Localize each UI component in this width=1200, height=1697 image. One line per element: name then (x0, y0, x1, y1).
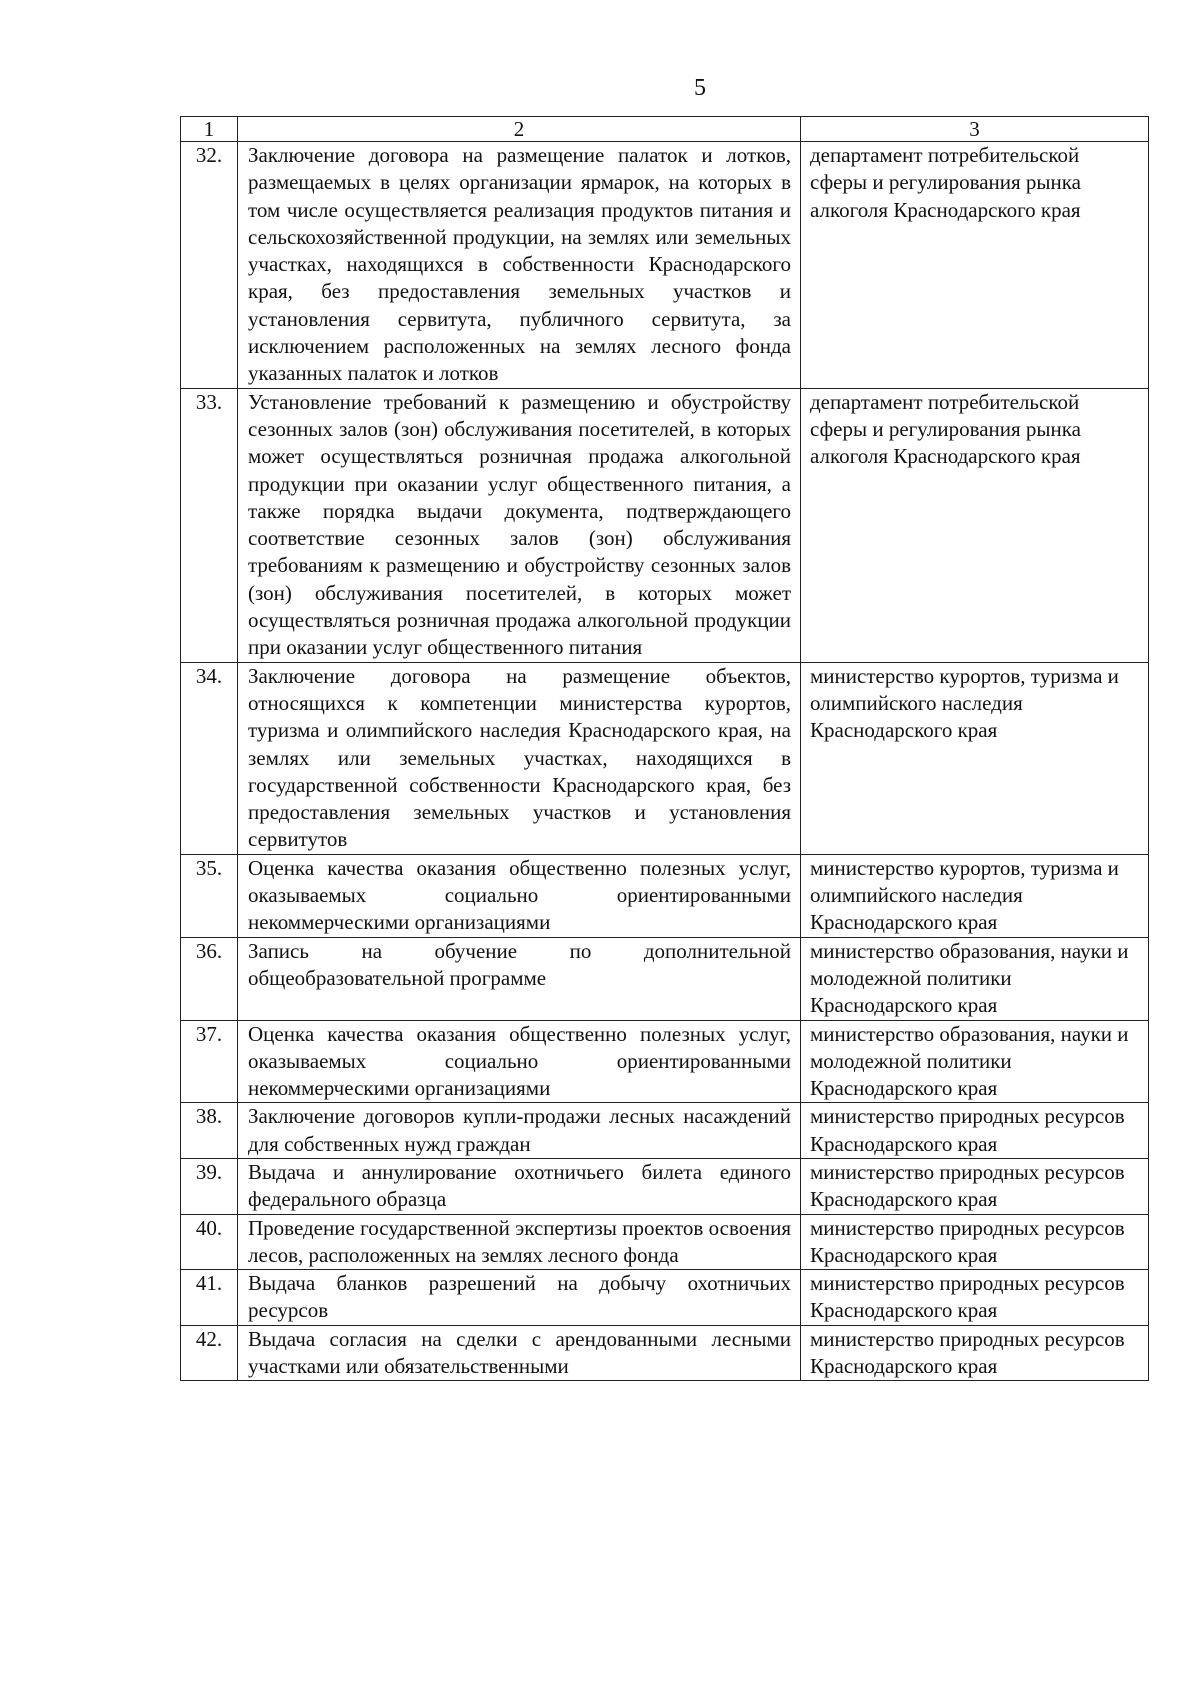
row-number: 42. (181, 1325, 238, 1381)
responsible-authority: министерство курортов, туризма и олимпийского наследия Краснодарского края (801, 662, 1149, 854)
table-row (181, 937, 1149, 1020)
responsible-authority: министерство природных ресурсов Краснодарского края (801, 1158, 1149, 1214)
table-row (181, 1158, 1149, 1214)
service-description: Запись на обучение по дополнительной общеобразовательной программе (238, 937, 801, 1020)
service-description: Заключение договора на размещение объектов, относящихся к компетенции министерства курортов, туризма и олимпийского наследия Краснодарского края, на землях или земельных участках, находящихся в государственной собственности Краснодарского края, без предоставления земельных участков и установления сервитутов (238, 662, 801, 854)
table-row (181, 854, 1149, 937)
table-row (181, 1214, 1149, 1270)
table-row (181, 388, 1149, 662)
table-row (181, 1270, 1149, 1326)
row-number: 36. (181, 937, 238, 1020)
service-description: Выдача бланков разрешений на добычу охотничьих ресурсов (238, 1270, 801, 1326)
row-number: 35. (181, 854, 238, 937)
service-description: Оценка качества оказания общественно полезных услуг, оказываемых социально ориентированными некоммерческими организациями (238, 854, 801, 937)
responsible-authority: министерство природных ресурсов Краснодарского края (801, 1103, 1149, 1159)
service-description: Выдача согласия на сделки с арендованными лесными участками или обязательственными (238, 1325, 801, 1381)
row-number: 33. (181, 388, 238, 662)
services-table (180, 116, 1149, 1381)
responsible-authority: министерство природных ресурсов Краснодарского края (801, 1325, 1149, 1381)
responsible-authority: департамент потребительской сферы и регулирования рынка алкоголя Краснодарского края (801, 388, 1149, 662)
service-description: Выдача и аннулирование охотничьего билета единого федерального образца (238, 1158, 801, 1214)
responsible-authority: министерство образования, науки и молодежной политики Краснодарского края (801, 937, 1149, 1020)
service-description: Проведение государственной экспертизы проектов освоения лесов, расположенных на землях лесного фонда (238, 1214, 801, 1270)
responsible-authority: департамент потребительской сферы и регулирования рынка алкоголя Краснодарского края (801, 142, 1149, 389)
responsible-authority: министерство природных ресурсов Краснодарского края (801, 1270, 1149, 1326)
service-description: Заключение договоров купли-продажи лесных насаждений для собственных нужд граждан (238, 1103, 801, 1159)
row-number: 41. (181, 1270, 238, 1326)
service-description: Заключение договора на размещение палаток и лотков, размещаемых в целях организации ярмарок, на которых в том числе осуществляется реализация продуктов питания и сельскохозяйственной продукции, на землях или земельных участках, находящихся в собственности Краснодарского края, без предоставления земельных участков и установления сервитута, публичного сервитута, за исключением расположенных на землях лесного фонда указанных палаток и лотков (238, 142, 801, 389)
table-row (181, 1103, 1149, 1159)
table-row (181, 1325, 1149, 1381)
row-number: 39. (181, 1158, 238, 1214)
column-header-3: 3 (801, 117, 1149, 142)
row-number: 34. (181, 662, 238, 854)
table-row (181, 1020, 1149, 1103)
row-number: 37. (181, 1020, 238, 1103)
responsible-authority: министерство природных ресурсов Краснодарского края (801, 1214, 1149, 1270)
table-row (181, 142, 1149, 389)
service-description: Установление требований к размещению и обустройству сезонных залов (зон) обслуживания посетителей, в которых может осуществляться розничная продажа алкогольной продукции при оказании услуг общественного питания, а также порядка выдачи документа, подтверждающего соответствие сезонных залов (зон) обслуживания требованиям к размещению и обустройству сезонных залов (зон) обслуживания посетителей, в которых может осуществляться розничная продажа алкогольной продукции при оказании услуг общественного питания (238, 388, 801, 662)
row-number: 32. (181, 142, 238, 389)
service-description: Оценка качества оказания общественно полезных услуг, оказываемых социально ориентированными некоммерческими организациями (238, 1020, 801, 1103)
responsible-authority: министерство курортов, туризма и олимпийского наследия Краснодарского края (801, 854, 1149, 937)
column-header-2: 2 (238, 117, 801, 142)
table-header-row (181, 117, 1149, 142)
page-number: 5 (694, 75, 706, 101)
row-number: 38. (181, 1103, 238, 1159)
responsible-authority: министерство образования, науки и молодежной политики Краснодарского края (801, 1020, 1149, 1103)
table-row (181, 662, 1149, 854)
column-header-1: 1 (181, 117, 238, 142)
row-number: 40. (181, 1214, 238, 1270)
